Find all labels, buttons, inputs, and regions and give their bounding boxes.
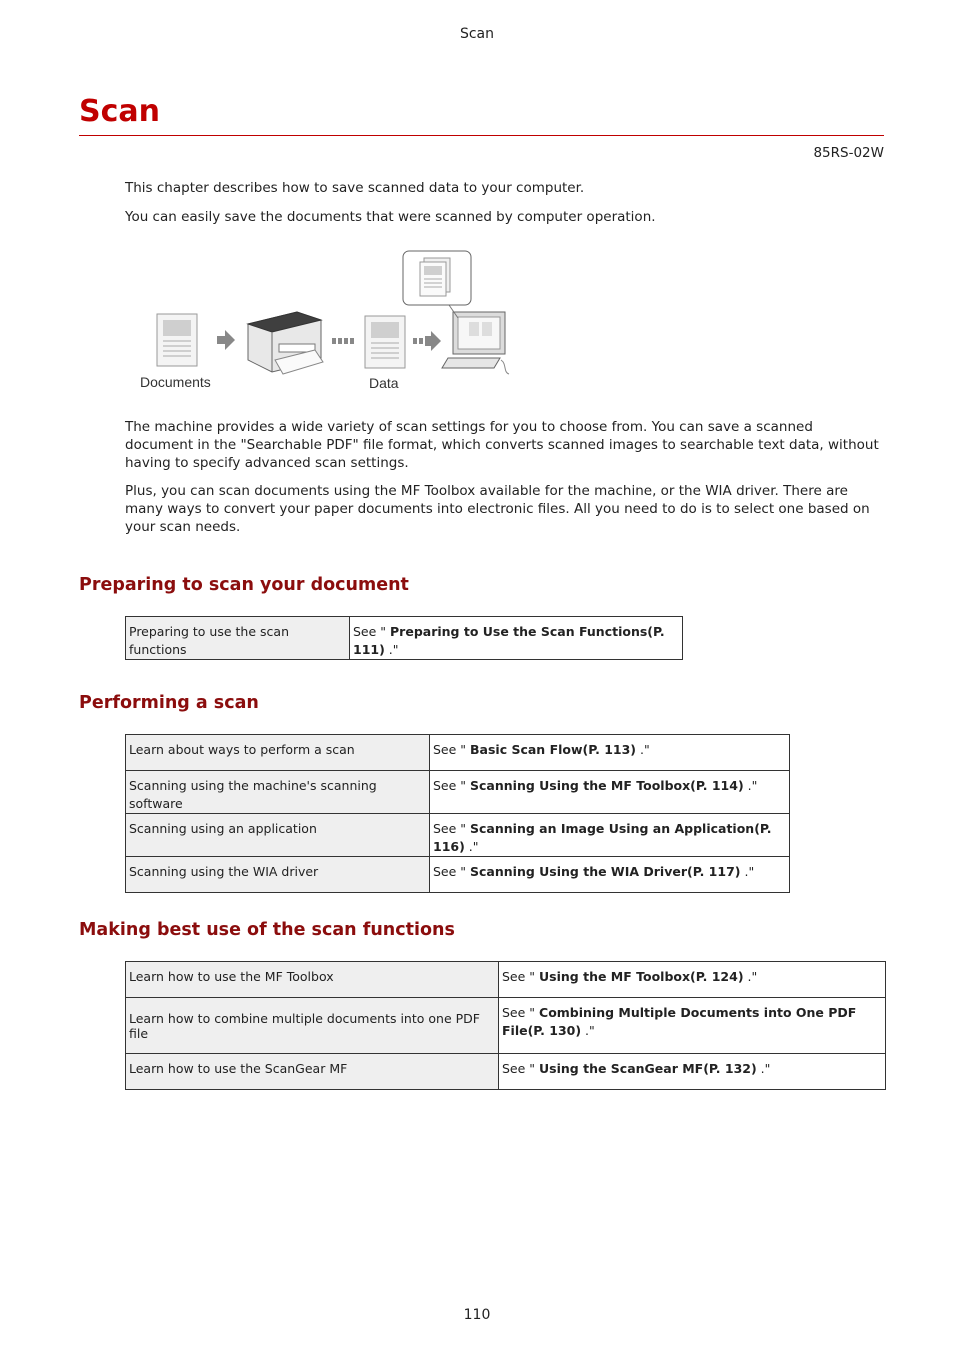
see-prefix: See "	[502, 969, 540, 984]
running-header: Scan	[459, 26, 495, 42]
arrow-right-icon	[217, 330, 235, 350]
table-row	[126, 814, 790, 857]
performing-table	[125, 734, 790, 893]
document-code: 85RS-02W	[813, 145, 884, 161]
see-prefix: See "	[433, 778, 471, 793]
computer-icon	[442, 312, 509, 374]
printer-icon	[248, 312, 323, 374]
table-row	[126, 962, 886, 998]
body-paragraph-1: The machine provides a wide variety of scan settings for you to choose from. You can save a scanned document in the "Searchable PDF" file format, which converts scanned images to searchable text data, without having to specify advanced scan settings.	[125, 419, 879, 471]
reference-link[interactable]: Using the MF Toolbox(P. 124)	[539, 969, 744, 984]
see-prefix: See "	[502, 1005, 540, 1020]
reference-link[interactable]: Scanning Using the WIA Driver(P. 117)	[470, 864, 741, 879]
see-suffix: ."	[581, 1023, 595, 1038]
see-suffix: ."	[464, 839, 479, 854]
reference-link[interactable]: Preparing to Use the Scan Functions(P. 111)	[353, 624, 665, 657]
see-prefix: See "	[353, 624, 391, 639]
dotted-arrow-icon	[332, 338, 354, 344]
data-document-icon	[365, 316, 405, 368]
see-prefix: See "	[433, 742, 471, 757]
section-heading-preparing: Preparing to scan your document	[79, 575, 409, 595]
row-description: Learn how to use the MF Toolbox	[129, 969, 334, 984]
see-suffix: ."	[756, 1061, 771, 1076]
table-row	[126, 617, 683, 660]
see-prefix: See "	[433, 864, 471, 879]
table-row	[126, 857, 790, 893]
reference-link[interactable]: Basic Scan Flow(P. 113)	[470, 742, 637, 757]
document-icon	[157, 314, 197, 366]
see-suffix: ."	[743, 778, 758, 793]
transfer-arrow-icon	[413, 331, 441, 351]
see-suffix: ."	[740, 864, 755, 879]
best-use-table	[125, 961, 886, 1090]
row-description: Scanning using an application	[129, 821, 317, 836]
reference-link[interactable]: Combining Multiple Documents into One PDF File(P. 130)	[502, 1005, 857, 1038]
reference-link[interactable]: Scanning an Image Using an Application(P. 116)	[433, 821, 772, 854]
diagram-label-documents: Documents	[140, 374, 211, 390]
preparing-table	[125, 616, 683, 660]
see-suffix: ."	[743, 969, 758, 984]
row-description: Scanning using the machine's scanning software	[129, 778, 377, 811]
page-title: Scan	[79, 94, 160, 129]
table-row	[126, 771, 790, 814]
see-prefix: See "	[433, 821, 471, 836]
body-paragraph-2: Plus, you can scan documents using the MF Toolbox available for the machine, or the WIA driver. There are many ways to convert your paper documents into electronic files. All you need to do is to select one based on your scan needs.	[125, 483, 870, 535]
row-description: Scanning using the WIA driver	[129, 864, 319, 879]
see-suffix: ."	[384, 642, 399, 657]
row-description: Learn how to combine multiple documents into one PDF file	[129, 1010, 480, 1041]
intro-paragraph-2: You can easily save the documents that were scanned by computer operation.	[125, 209, 656, 225]
title-rule	[79, 135, 884, 136]
table-row	[126, 1054, 886, 1090]
page-number: 110	[463, 1307, 491, 1323]
reference-link[interactable]: Scanning Using the MF Toolbox(P. 114)	[470, 778, 744, 793]
table-row	[126, 998, 886, 1054]
row-description: Learn how to use the ScanGear MF	[129, 1061, 348, 1076]
intro-paragraph-1: This chapter describes how to save scanned data to your computer.	[125, 180, 585, 196]
see-prefix: See "	[502, 1061, 540, 1076]
see-suffix: ."	[636, 742, 650, 757]
scan-workflow-diagram	[135, 248, 515, 396]
reference-link[interactable]: Using the ScanGear MF(P. 132)	[539, 1061, 757, 1076]
section-heading-best-use: Making best use of the scan functions	[79, 920, 455, 940]
diagram-label-data: Data	[369, 375, 399, 391]
row-description: Preparing to use the scan functions	[129, 624, 289, 657]
section-heading-performing: Performing a scan	[79, 693, 259, 713]
row-description: Learn about ways to perform a scan	[129, 742, 355, 757]
table-row	[126, 735, 790, 771]
zoom-callout	[403, 251, 471, 318]
